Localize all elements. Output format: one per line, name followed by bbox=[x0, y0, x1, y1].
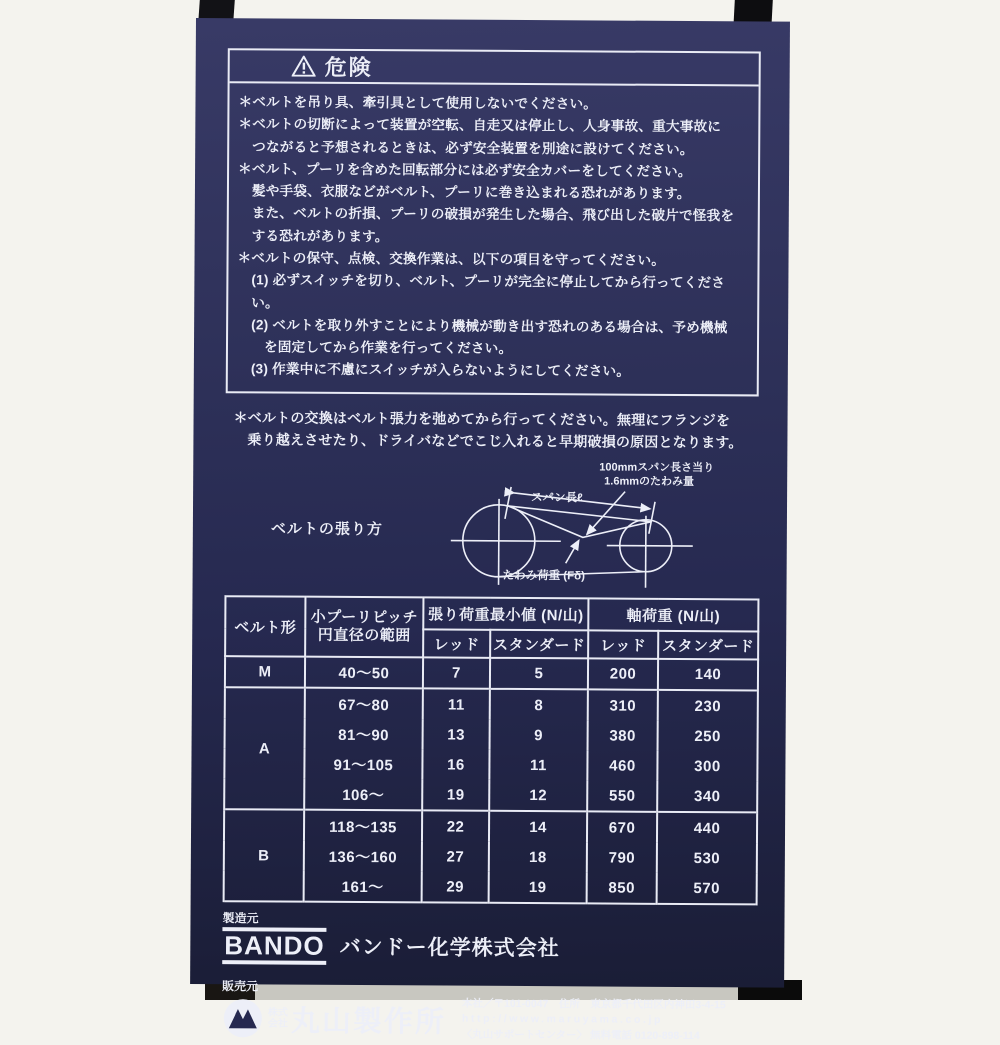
tension-standard-cell: 14 bbox=[489, 811, 587, 843]
tension-red-cell: 16 bbox=[422, 750, 489, 780]
tension-red-cell: 29 bbox=[422, 872, 489, 903]
tension-standard-cell: 5 bbox=[490, 658, 588, 690]
danger-header bbox=[230, 50, 759, 86]
col-header-belt-type: ベルト形 bbox=[225, 597, 305, 657]
belt-exchange-note bbox=[233, 406, 765, 454]
belt-type-cell: B bbox=[224, 810, 305, 902]
belt-type-cell: A bbox=[224, 688, 305, 810]
tension-red-cell: 7 bbox=[423, 658, 490, 689]
col-header-red: レッド bbox=[423, 630, 490, 658]
bando-row bbox=[222, 928, 784, 968]
table-row bbox=[224, 749, 757, 782]
address-block bbox=[462, 996, 726, 1045]
axle-standard-cell: 250 bbox=[658, 721, 758, 752]
warning-line: (1) 必ずスイッチを切り、ベルト、プーリが完全に停止してから行ってください。 bbox=[237, 270, 751, 318]
kabushiki-line2: 会社 bbox=[268, 1019, 288, 1031]
exchange-line: 乗り越えさせたり、ドライバなどでこじ入れると早期破損の原因となります。 bbox=[233, 428, 765, 454]
warning-line: また、ベルトの折損、プーリの破損が発生した場合、飛び出した破片で怪我を bbox=[238, 203, 752, 228]
range-cell: 67〜80 bbox=[305, 688, 423, 720]
belt-tension-diagram-section bbox=[192, 455, 787, 595]
axle-standard-cell: 340 bbox=[657, 781, 757, 813]
bando-company-name: バンドー化学株式会社 bbox=[340, 931, 560, 962]
kabushiki-kaisha-label bbox=[268, 1007, 288, 1030]
belt-type-cell: M bbox=[225, 657, 305, 688]
warning-line: を固定してから作業を行ってください。 bbox=[237, 336, 751, 361]
range-cell: 81〜90 bbox=[305, 719, 423, 750]
axle-red-cell: 550 bbox=[587, 781, 657, 812]
tension-red-cell: 13 bbox=[423, 720, 490, 750]
bando-logo: BANDO bbox=[222, 928, 327, 965]
col-header-pulley-range bbox=[305, 597, 423, 658]
address-url: http://www.maruyama.co.jp bbox=[462, 1012, 726, 1029]
package-back-card bbox=[190, 18, 790, 988]
kabushiki-line1: 株式 bbox=[268, 1007, 288, 1019]
danger-body bbox=[228, 83, 759, 394]
col-header-tension-group: 張り荷重最小値 (N/山) bbox=[423, 598, 588, 631]
tension-standard-cell: 8 bbox=[490, 689, 588, 721]
axle-standard-cell: 530 bbox=[657, 843, 757, 874]
tension-red-cell: 19 bbox=[422, 780, 489, 811]
axle-red-cell: 200 bbox=[588, 659, 658, 690]
warning-triangle-icon bbox=[292, 56, 316, 77]
tension-red-cell: 11 bbox=[423, 689, 490, 720]
col-header-standard: スタンダード bbox=[658, 631, 758, 660]
axle-standard-cell: 570 bbox=[657, 873, 757, 905]
axle-red-cell: 460 bbox=[587, 751, 657, 781]
maruyama-row bbox=[222, 995, 784, 1045]
range-cell: 106〜 bbox=[304, 779, 422, 811]
diagram-annotation-line1: 100mmスパン長さ当り bbox=[599, 460, 714, 475]
tension-standard-cell: 19 bbox=[489, 872, 587, 904]
range-cell: 136〜160 bbox=[304, 841, 422, 872]
seller-label: 販売元 bbox=[222, 977, 784, 997]
tension-red-cell: 22 bbox=[422, 811, 489, 842]
manufacturer-label: 製造元 bbox=[222, 910, 784, 930]
axle-red-cell: 850 bbox=[587, 873, 657, 904]
axle-standard-cell: 300 bbox=[657, 751, 757, 782]
pulley-belt-diagram bbox=[410, 457, 761, 595]
axle-red-cell: 670 bbox=[587, 812, 657, 843]
table-row bbox=[224, 779, 757, 813]
diagram-annotation-line2: 1.6mmのたわみ量 bbox=[604, 474, 694, 489]
axle-standard-cell: 440 bbox=[657, 812, 757, 844]
tension-standard-cell: 18 bbox=[489, 842, 587, 873]
table-row bbox=[224, 810, 757, 844]
table-row bbox=[224, 871, 757, 905]
tension-standard-cell: 12 bbox=[489, 780, 587, 812]
axle-standard-cell: 230 bbox=[658, 690, 758, 722]
range-cell: 91〜105 bbox=[304, 749, 422, 780]
table-row bbox=[225, 719, 758, 752]
warning-line: する恐れがあります。 bbox=[238, 225, 752, 250]
warning-line: ＊ベルトの切断によって装置が空転、自走又は停止し、人身事故、重大事故に bbox=[238, 114, 752, 139]
maruyama-logo-icon bbox=[222, 997, 264, 1039]
table-row bbox=[225, 688, 758, 722]
axle-standard-cell: 140 bbox=[658, 659, 758, 691]
col-header-red: レッド bbox=[588, 631, 658, 659]
danger-warning-box bbox=[226, 48, 761, 396]
range-cell: 161〜 bbox=[304, 871, 422, 903]
span-length-label: スパン長ℓ bbox=[531, 490, 583, 504]
tension-red-cell: 27 bbox=[422, 842, 489, 872]
warning-line: (3) 作業中に不慮にスイッチが入らないようにしてください。 bbox=[237, 359, 751, 384]
exchange-line: ＊ベルトの交換はベルト張力を弛めてから行ってください。無理にフランジを bbox=[233, 406, 765, 432]
pulley-range-line2: 円直径の範囲 bbox=[318, 627, 411, 645]
col-header-standard: スタンダード bbox=[490, 630, 588, 659]
address-line1: 本社／〒101-0047 住所 東京都千代田区内神田3-4-15 bbox=[462, 996, 726, 1013]
warning-line: 髪や手袋、衣服などがベルト、プーリに巻き込まれる恐れがあります。 bbox=[238, 180, 752, 205]
axle-red-cell: 380 bbox=[588, 721, 658, 751]
range-cell: 40〜50 bbox=[305, 657, 423, 689]
footer bbox=[222, 910, 785, 1045]
diagram-caption: ベルトの張り方 bbox=[271, 518, 383, 540]
pulley-range-line1: 小プーリピッチ bbox=[311, 608, 419, 626]
belt-spec-table bbox=[223, 596, 760, 906]
table-row bbox=[225, 657, 758, 691]
col-header-axle-group: 軸荷重 (N/山) bbox=[588, 599, 758, 632]
range-cell: 118〜135 bbox=[304, 810, 422, 842]
axle-red-cell: 790 bbox=[587, 843, 657, 873]
warning-line: ＊ベルトの保守、点検、交換作業は、以下の項目を守ってください。 bbox=[237, 247, 751, 272]
warning-line: ＊ベルトを吊り具、牽引具として使用しないでください。 bbox=[238, 91, 752, 116]
tension-standard-cell: 11 bbox=[489, 750, 587, 781]
warning-line: (2) ベルトを取り外すことにより機械が動き出す恐れのある場合は、予め機械 bbox=[237, 314, 751, 339]
axle-red-cell: 310 bbox=[588, 690, 658, 721]
warning-line: つながると予想されるときは、必ず安全装置を別途に設けてください。 bbox=[238, 136, 752, 161]
deflection-load-label: たわみ荷重 (Fδ) bbox=[503, 568, 586, 583]
address-line3: 〈丸山サポートセンター〉 無料電話 0120-898-114 bbox=[462, 1028, 726, 1045]
table-row bbox=[224, 841, 757, 874]
tension-standard-cell: 9 bbox=[490, 720, 588, 751]
warning-line: ＊ベルト、プーリを含めた回転部分には必ず安全カバーをしてください。 bbox=[238, 158, 752, 183]
maruyama-company-name: 丸山製作所 bbox=[291, 998, 446, 1040]
danger-title: 危険 bbox=[325, 51, 373, 82]
